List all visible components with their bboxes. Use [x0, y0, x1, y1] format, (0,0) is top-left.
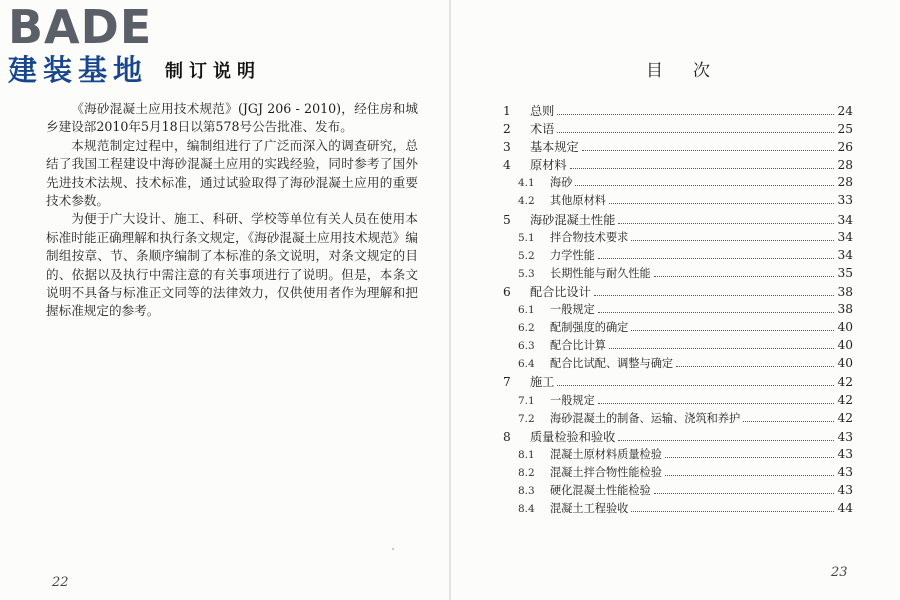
toc-entry-number: 6.2 [518, 322, 535, 335]
toc-entry-page: 40 [837, 356, 853, 371]
toc-section-entry[interactable] [503, 410, 853, 428]
toc-entry-page: 28 [837, 175, 853, 190]
toc-dot-leader [598, 311, 834, 313]
toc-entry-page: 24 [837, 104, 853, 118]
toc-entry-number: 3 [503, 140, 511, 155]
toc-entry-title: 原材料 [530, 158, 567, 173]
toc-entry-page: 43 [837, 464, 853, 479]
explanation-body [46, 100, 418, 321]
toc-dot-leader [575, 184, 834, 186]
page-number: 22 [52, 575, 69, 590]
left-page [0, 0, 449, 600]
toc-section-entry[interactable] [503, 337, 853, 355]
toc-entry-title: 基本规定 [530, 140, 579, 155]
paragraph: 本规范制定过程中，编制组进行了广泛而深入的调查研究，总结了我国工程建设中海砂混凝土应用的实践经验，同时参考了国外先进技术法规、技术标准，通过试验取得了海砂混凝土应用的重要技术参数。 [46, 137, 418, 209]
toc-entry-number: 2 [503, 122, 511, 137]
toc-dot-leader [654, 492, 834, 494]
toc-dot-leader [631, 239, 834, 241]
toc-dot-leader [582, 149, 834, 151]
bade-logo [8, 0, 180, 87]
toc-entry-title: 混凝土原材料质量检验 [550, 447, 662, 461]
toc-dot-leader [743, 420, 834, 422]
toc-dot-leader [631, 510, 834, 512]
toc-entry-number: 5.1 [518, 231, 535, 244]
toc-entry-title: 拌合物技术要求 [550, 230, 629, 244]
toc-entry-title: 力学性能 [550, 248, 595, 262]
toc-entry-number: 7.1 [518, 394, 535, 407]
toc-dot-leader [609, 347, 834, 349]
toc-dot-leader [594, 294, 834, 296]
toc-entry-title: 质量检验和验收 [530, 429, 616, 444]
toc-entry-page: 44 [837, 501, 853, 516]
toc-section-entry[interactable] [503, 247, 853, 265]
toc-entry-number: 8 [503, 429, 511, 444]
toc-entry-title: 配制强度的确定 [550, 321, 629, 335]
right-page [451, 0, 900, 600]
toc-entry-page: 35 [837, 265, 853, 280]
toc-entry-page: 33 [837, 193, 853, 208]
toc-entry-title: 长期性能与耐久性能 [550, 266, 651, 280]
table-of-contents [503, 102, 853, 518]
toc-entry-page: 28 [837, 158, 853, 173]
toc-entry-number: 4.2 [518, 195, 535, 208]
toc-dot-leader [665, 456, 834, 458]
toc-section-entry[interactable] [503, 229, 853, 247]
toc-entry-number: 6 [503, 284, 511, 299]
toc-title: 目次 [646, 61, 740, 81]
toc-entry-number: 8.3 [518, 484, 535, 497]
toc-section-entry[interactable] [503, 319, 853, 337]
toc-entry-page: 40 [837, 320, 853, 335]
toc-entry-number: 5.3 [518, 267, 535, 280]
toc-dot-leader [618, 222, 834, 224]
toc-entry-page: 25 [837, 122, 853, 137]
toc-entry-page: 34 [837, 229, 853, 244]
toc-entry-number: 6.4 [518, 358, 535, 371]
toc-dot-leader [598, 402, 834, 404]
toc-entry-number: 8.4 [518, 503, 535, 516]
toc-entry-page: 40 [837, 338, 853, 353]
toc-section-entry[interactable] [503, 482, 853, 500]
toc-entry-page: 38 [837, 284, 853, 299]
toc-chapter-entry[interactable] [503, 428, 853, 446]
toc-entry-title: 配合比试配、调整与确定 [550, 357, 674, 371]
toc-section-entry[interactable] [503, 301, 853, 319]
toc-entry-title: 总则 [530, 104, 555, 118]
toc-chapter-entry[interactable] [503, 373, 853, 391]
toc-entry-title: 术语 [530, 122, 555, 137]
toc-entry-number: 4.1 [518, 177, 535, 190]
toc-section-entry[interactable] [503, 355, 853, 373]
toc-section-entry[interactable] [503, 392, 853, 410]
toc-entry-number: 1 [503, 104, 511, 118]
toc-entry-title: 一般规定 [550, 303, 595, 317]
toc-entry-number: 5.2 [518, 249, 535, 262]
toc-chapter-entry[interactable] [503, 102, 853, 120]
toc-section-entry[interactable] [503, 265, 853, 283]
toc-section-entry[interactable] [503, 464, 853, 482]
toc-entry-number: 5 [503, 212, 511, 227]
page-number: 23 [831, 565, 848, 580]
toc-entry-number: 7 [503, 375, 511, 390]
toc-entry-page: 42 [837, 410, 853, 425]
toc-chapter-entry[interactable] [503, 283, 853, 301]
toc-chapter-entry[interactable] [503, 156, 853, 174]
logo-brand-name: 建装基地 [8, 53, 149, 87]
toc-entry-title: 混凝土工程验收 [550, 502, 629, 516]
toc-chapter-entry[interactable] [503, 120, 853, 138]
toc-entry-page: 43 [837, 482, 853, 497]
toc-dot-leader [557, 113, 834, 115]
toc-entry-title: 配合比计算 [550, 339, 606, 353]
toc-dot-leader [598, 257, 834, 259]
toc-dot-leader [654, 275, 834, 277]
toc-entry-number: 6.1 [518, 304, 535, 317]
toc-dot-leader [618, 439, 834, 441]
toc-entry-title: 施工 [530, 375, 555, 390]
toc-entry-number: 8.2 [518, 466, 535, 479]
toc-section-entry[interactable] [503, 192, 853, 210]
toc-entry-title: 一般规定 [550, 393, 595, 407]
toc-entry-title: 配合比设计 [530, 284, 591, 299]
toc-entry-page: 42 [837, 392, 853, 407]
logo-wordmark: BADE [8, 0, 153, 54]
toc-dot-leader [557, 131, 834, 133]
toc-dot-leader [557, 384, 834, 386]
toc-chapter-entry[interactable] [503, 211, 853, 229]
toc-entry-title: 硬化混凝土性能检验 [550, 483, 651, 497]
toc-entry-title: 海砂 [550, 176, 573, 190]
toc-chapter-entry[interactable] [503, 138, 853, 156]
toc-section-entry[interactable] [503, 500, 853, 518]
paragraph: 为便于广大设计、施工、科研、学校等单位有关人员在使用本标准时能正确理解和执行条文规定，《海砂混凝土应用技术规范》编制组按章、节、条顺序编制了本标准的条文说明，对条文规定的目的、依据以及执行中需注意的有关事项进行了说明。但是，本条文说明不具备与标准正文同等的法律效力，仅供使用者作为理解和把握标准规定的参考。 [46, 211, 418, 319]
scan-speck [392, 548, 394, 550]
toc-entry-title: 海砂混凝土的制备、运输、浇筑和养护 [550, 411, 741, 425]
toc-entry-page: 26 [837, 140, 853, 155]
toc-entry-number: 7.2 [518, 412, 535, 425]
toc-entry-page: 43 [837, 446, 853, 461]
toc-entry-page: 34 [837, 212, 853, 227]
toc-entry-number: 4 [503, 158, 511, 173]
toc-dot-leader [570, 167, 834, 169]
toc-entry-title: 其他原材料 [550, 194, 606, 208]
toc-entry-page: 43 [837, 429, 853, 444]
toc-entry-page: 34 [837, 247, 853, 262]
toc-dot-leader [631, 329, 834, 331]
toc-section-entry[interactable] [503, 446, 853, 464]
toc-entry-number: 8.1 [518, 448, 535, 461]
toc-dot-leader [609, 202, 834, 204]
toc-entry-title: 混凝土拌合物性能检验 [550, 465, 662, 479]
page-title: 制订说明 [165, 61, 261, 82]
toc-dot-leader [676, 365, 834, 367]
toc-entry-title: 海砂混凝土性能 [530, 212, 616, 227]
toc-entry-page: 42 [837, 375, 853, 390]
toc-dot-leader [665, 474, 834, 476]
toc-entry-page: 38 [837, 302, 853, 317]
toc-entry-number: 6.3 [518, 340, 535, 353]
toc-section-entry[interactable] [503, 174, 853, 192]
paragraph: 《海砂混凝土应用技术规范》(JGJ 206 - 2010)，经住房和城乡建设部2010年5月18日以第578号公告批准、发布。 [46, 101, 418, 135]
